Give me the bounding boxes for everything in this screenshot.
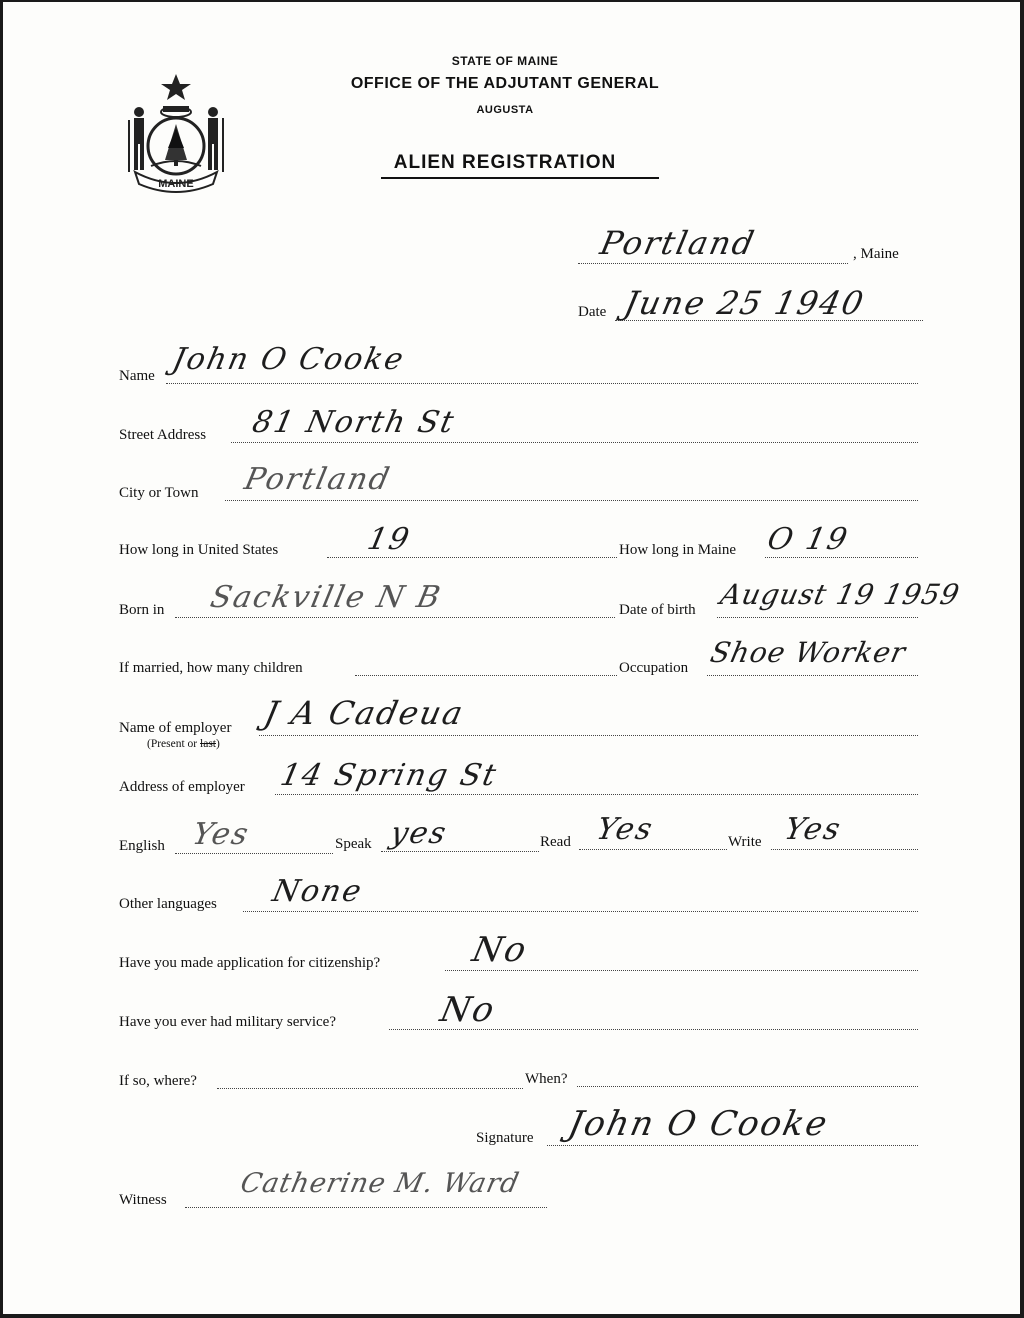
employer-address-value: 14 Spring St <box>277 758 501 793</box>
city-value: Portland <box>241 462 395 497</box>
children-line <box>355 675 617 676</box>
location-value: Portland <box>596 224 760 262</box>
us-years-value: 19 <box>364 522 414 557</box>
employer-sublabel <box>147 738 220 750</box>
name-label: Name <box>119 368 155 384</box>
city-label: City or Town <box>119 485 199 501</box>
maine-years-label: How long in Maine <box>619 542 737 558</box>
us-years-label: How long in United States <box>119 542 279 558</box>
speak-label: Speak <box>335 836 372 852</box>
witness-label: Witness <box>119 1192 167 1208</box>
street-value: 81 North St <box>249 405 459 440</box>
english-value: Yes <box>189 817 254 852</box>
city-line <box>225 500 918 501</box>
name-value: John O Cooke <box>169 342 409 377</box>
citizenship-value: No <box>468 930 532 970</box>
dob-label: Date of birth <box>619 602 696 618</box>
signature-label: Signature <box>476 1130 534 1146</box>
employer-sublabel-a: (Present or <box>147 738 201 750</box>
employer-sublabel-struck: last <box>200 738 216 750</box>
city-heading: AUGUSTA <box>476 104 534 116</box>
office-heading: OFFICE OF THE ADJUTANT GENERAL <box>350 75 660 92</box>
children-label: If married, how many children <box>119 660 303 676</box>
employer-value: J A Cadeua <box>260 694 468 732</box>
read-line <box>579 849 727 850</box>
employer-label: Name of employer <box>119 720 232 736</box>
employer-sublabel-b: ) <box>216 738 220 750</box>
write-label: Write <box>728 834 762 850</box>
us-years-line <box>327 557 617 558</box>
read-value: Yes <box>593 812 658 847</box>
dob-line <box>717 617 918 618</box>
signature-value: John O Cooke <box>564 1104 833 1144</box>
seal-banner-text: MAINE <box>158 178 194 190</box>
registration-form <box>3 2 1020 1314</box>
other-languages-line <box>243 911 918 912</box>
speak-line <box>381 851 539 852</box>
occupation-line <box>707 675 918 676</box>
military-value: No <box>436 990 500 1030</box>
date-value: June 25 1940 <box>620 284 869 322</box>
born-value: Sackville N B <box>207 580 446 615</box>
street-label: Street Address <box>119 427 207 443</box>
occupation-label: Occupation <box>619 660 689 676</box>
born-line <box>175 617 615 618</box>
occupation-value: Shoe Worker <box>707 636 910 669</box>
witness-value: Catherine M. Ward <box>237 1168 523 1199</box>
citizenship-line <box>445 970 918 971</box>
title-underline <box>381 177 659 179</box>
location-suffix: , Maine <box>853 246 899 262</box>
dob-value: August 19 1959 <box>717 578 964 611</box>
employer-line <box>259 735 918 736</box>
when-label: When? <box>525 1071 568 1087</box>
where-line <box>217 1088 523 1089</box>
employer-address-label: Address of employer <box>119 779 245 795</box>
date-label: Date <box>578 304 607 320</box>
location-line <box>578 263 848 264</box>
maine-years-line <box>765 557 918 558</box>
street-line <box>231 442 918 443</box>
when-line <box>577 1086 918 1087</box>
military-label: Have you ever had military service? <box>119 1014 336 1030</box>
witness-line <box>185 1207 547 1208</box>
born-label: Born in <box>119 602 165 618</box>
maine-years-value: O 19 <box>764 522 853 557</box>
signature-line <box>547 1145 918 1146</box>
write-value: Yes <box>781 812 846 847</box>
other-languages-value: None <box>269 874 367 909</box>
other-languages-label: Other languages <box>119 896 217 912</box>
citizenship-label: Have you made application for citizenship? <box>119 955 381 971</box>
where-label: If so, where? <box>119 1073 197 1089</box>
employer-address-line <box>275 794 918 795</box>
speak-value: yes <box>387 816 451 851</box>
write-line <box>771 849 918 850</box>
english-line <box>175 853 333 854</box>
state-heading: STATE OF MAINE <box>451 54 559 68</box>
english-label: English <box>119 838 165 854</box>
form-title: ALIEN REGISTRATION <box>393 152 617 173</box>
read-label: Read <box>540 834 571 850</box>
name-line <box>166 383 918 384</box>
